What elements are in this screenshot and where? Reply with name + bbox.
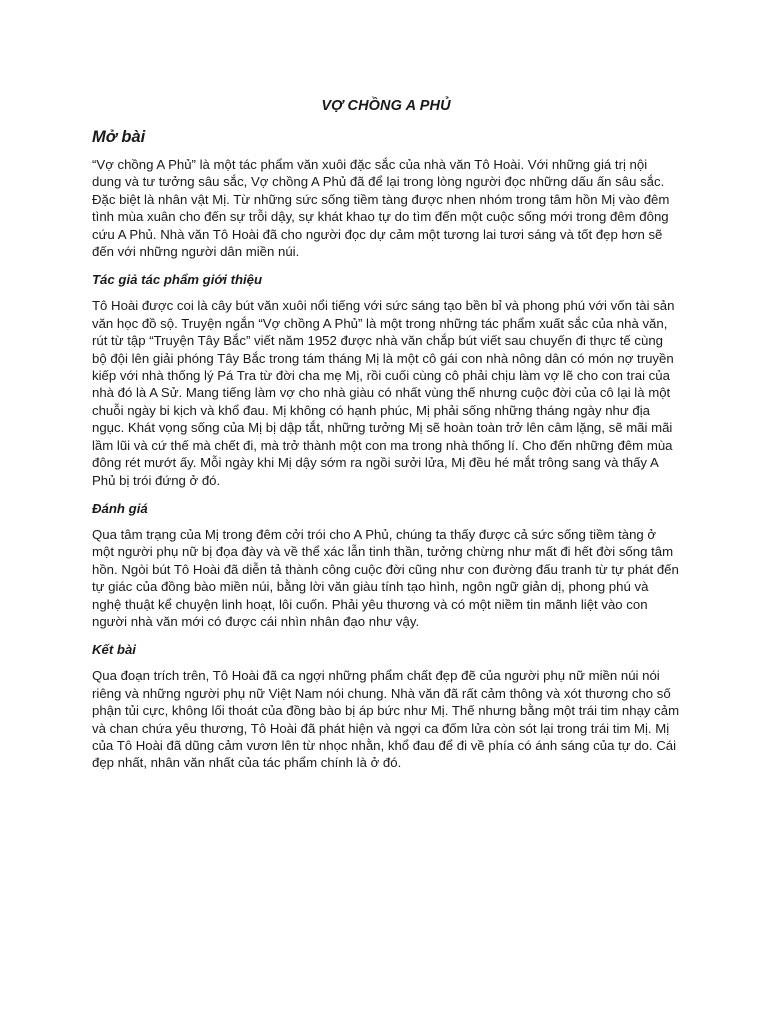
paragraph-tac-gia: Tô Hoài được coi là cây bút văn xuôi nổi tiếng với sức sáng tạo bền bỉ và phong phú với vốn tài sản văn học đồ sộ. Truyện ngắn “Vợ chồng A Phủ” là một trong những tác phẩm xuất sắc của nhà văn, rút từ tập “Truyện Tây Bắc” viết năm 1952 được nhà văn chắp bút viết sau chuyến đi thực tế cùng bộ đội lên giải phóng Tây Bắc trong tám tháng Mị là một cô gái con nhà nông dân có món nợ truyền kiếp với nhà thống lý Pá Tra từ đời cha mẹ Mị, rồi cuối cùng cô phải chịu làm vợ lẽ cho con trai của nhà đó là A Sử. Mang tiếng làm vợ cho nhà giàu có nhất vùng thế nhưng cuộc đời của cô lại là một chuỗi ngày bi kịch và khổ đau. Mị không có hạnh phúc, Mị phải sống những tháng ngày như địa ngục. Khát vọng sống của Mị bị dập tắt, những tưởng Mị sẽ hoàn toàn trở lên câm lặng, sẽ mãi mãi lầm lũi và cứ thế mà chết đi, mà trở thành một con ma trong nhà thống lí. Cho đến những đêm mùa đông rét mướt ấy. Mỗi ngày khi Mị dậy sớm ra ngồi sưởi lửa, Mị đều hé mắt trông sang và thấy A Phủ bị trói đứng ở đó. bbox=[92, 298, 675, 488]
section-heading-tac-gia: Tác giả tác phẩm giới thiệu bbox=[92, 272, 263, 288]
section-heading-ket-bai: Kết bài bbox=[92, 642, 136, 658]
paragraph-ket-bai: Qua đoạn trích trên, Tô Hoài đã ca ngợi những phẩm chất đẹp đẽ của người phụ nữ miền núi nói riêng và những người phụ nữ Việt Nam nói chung. Nhà văn đã rất cảm thông và xót thương cho số phận tủi cực, không lối thoát của đồng bào bị áp bức như Mị. Thế nhưng bằng một trái tim nhạy cảm và chan chứa yêu thương, Tô Hoài đã phát hiện và ngợi ca đốm lửa còn sót lại trong trái tim Mị. Mị của Tô Hoài đã dũng cảm vươn lên từ nhọc nhằn, khổ đau để đi về phía có ánh sáng của tự do. Cái đẹp nhất, nhân văn nhất của tác phẩm chính là ở đó. bbox=[92, 668, 680, 771]
document-title: VỢ CHỒNG A PHỦ bbox=[321, 98, 451, 114]
section-heading-mo-bai: Mở bài bbox=[92, 128, 146, 146]
section-heading-danh-gia: Đánh giá bbox=[92, 500, 148, 516]
document-page bbox=[92, 96, 680, 783]
paragraph-danh-gia: Qua tâm trạng của Mị trong đêm cởi trói cho A Phủ, chúng ta thấy được cả sức sống tiềm tàng ở một người phụ nữ bị đọa đày và về thể xác lẫn tinh thần, tưởng chừng như mất đi hết đời sống tâm hồn. Ngòi bút Tô Hoài đã diễn tả thành công cuộc đời cũng như con đường đấu tranh từ tự phát đến tự giác của đồng bào miền núi, bằng lời văn giàu tính tạo hình, ngôn ngữ giản dị, phong phú và nghệ thuật kể chuyện linh hoạt, lôi cuốn. Phải yêu thương và có một niềm tin mãnh liệt vào con người nhà văn mới có được cái nhìn nhân đạo như vậy. bbox=[92, 526, 679, 629]
paragraph-mo-bai: “Vợ chồng A Phủ” là một tác phẩm văn xuôi đặc sắc của nhà văn Tô Hoài. Với những giá trị nội dung và tư tưởng sâu sắc, Vợ chồng A Phủ đã để lại trong lòng người đọc những dấu ấn sâu sắc. Đặc biệt là nhân vật Mị. Từ những sức sống tiềm tàng được nhen nhóm trong tâm hồn Mị vào đêm tình mùa xuân cho đến sự trỗi dậy, sự khát khao tự do tìm đến một cuộc sống mới trong đêm đông cứu A Phủ. Nhà văn Tô Hoài đã cho người đọc dự cảm một tương lai tươi sáng và tốt đẹp hơn sẽ đến với những người dân miền núi. bbox=[92, 157, 670, 260]
